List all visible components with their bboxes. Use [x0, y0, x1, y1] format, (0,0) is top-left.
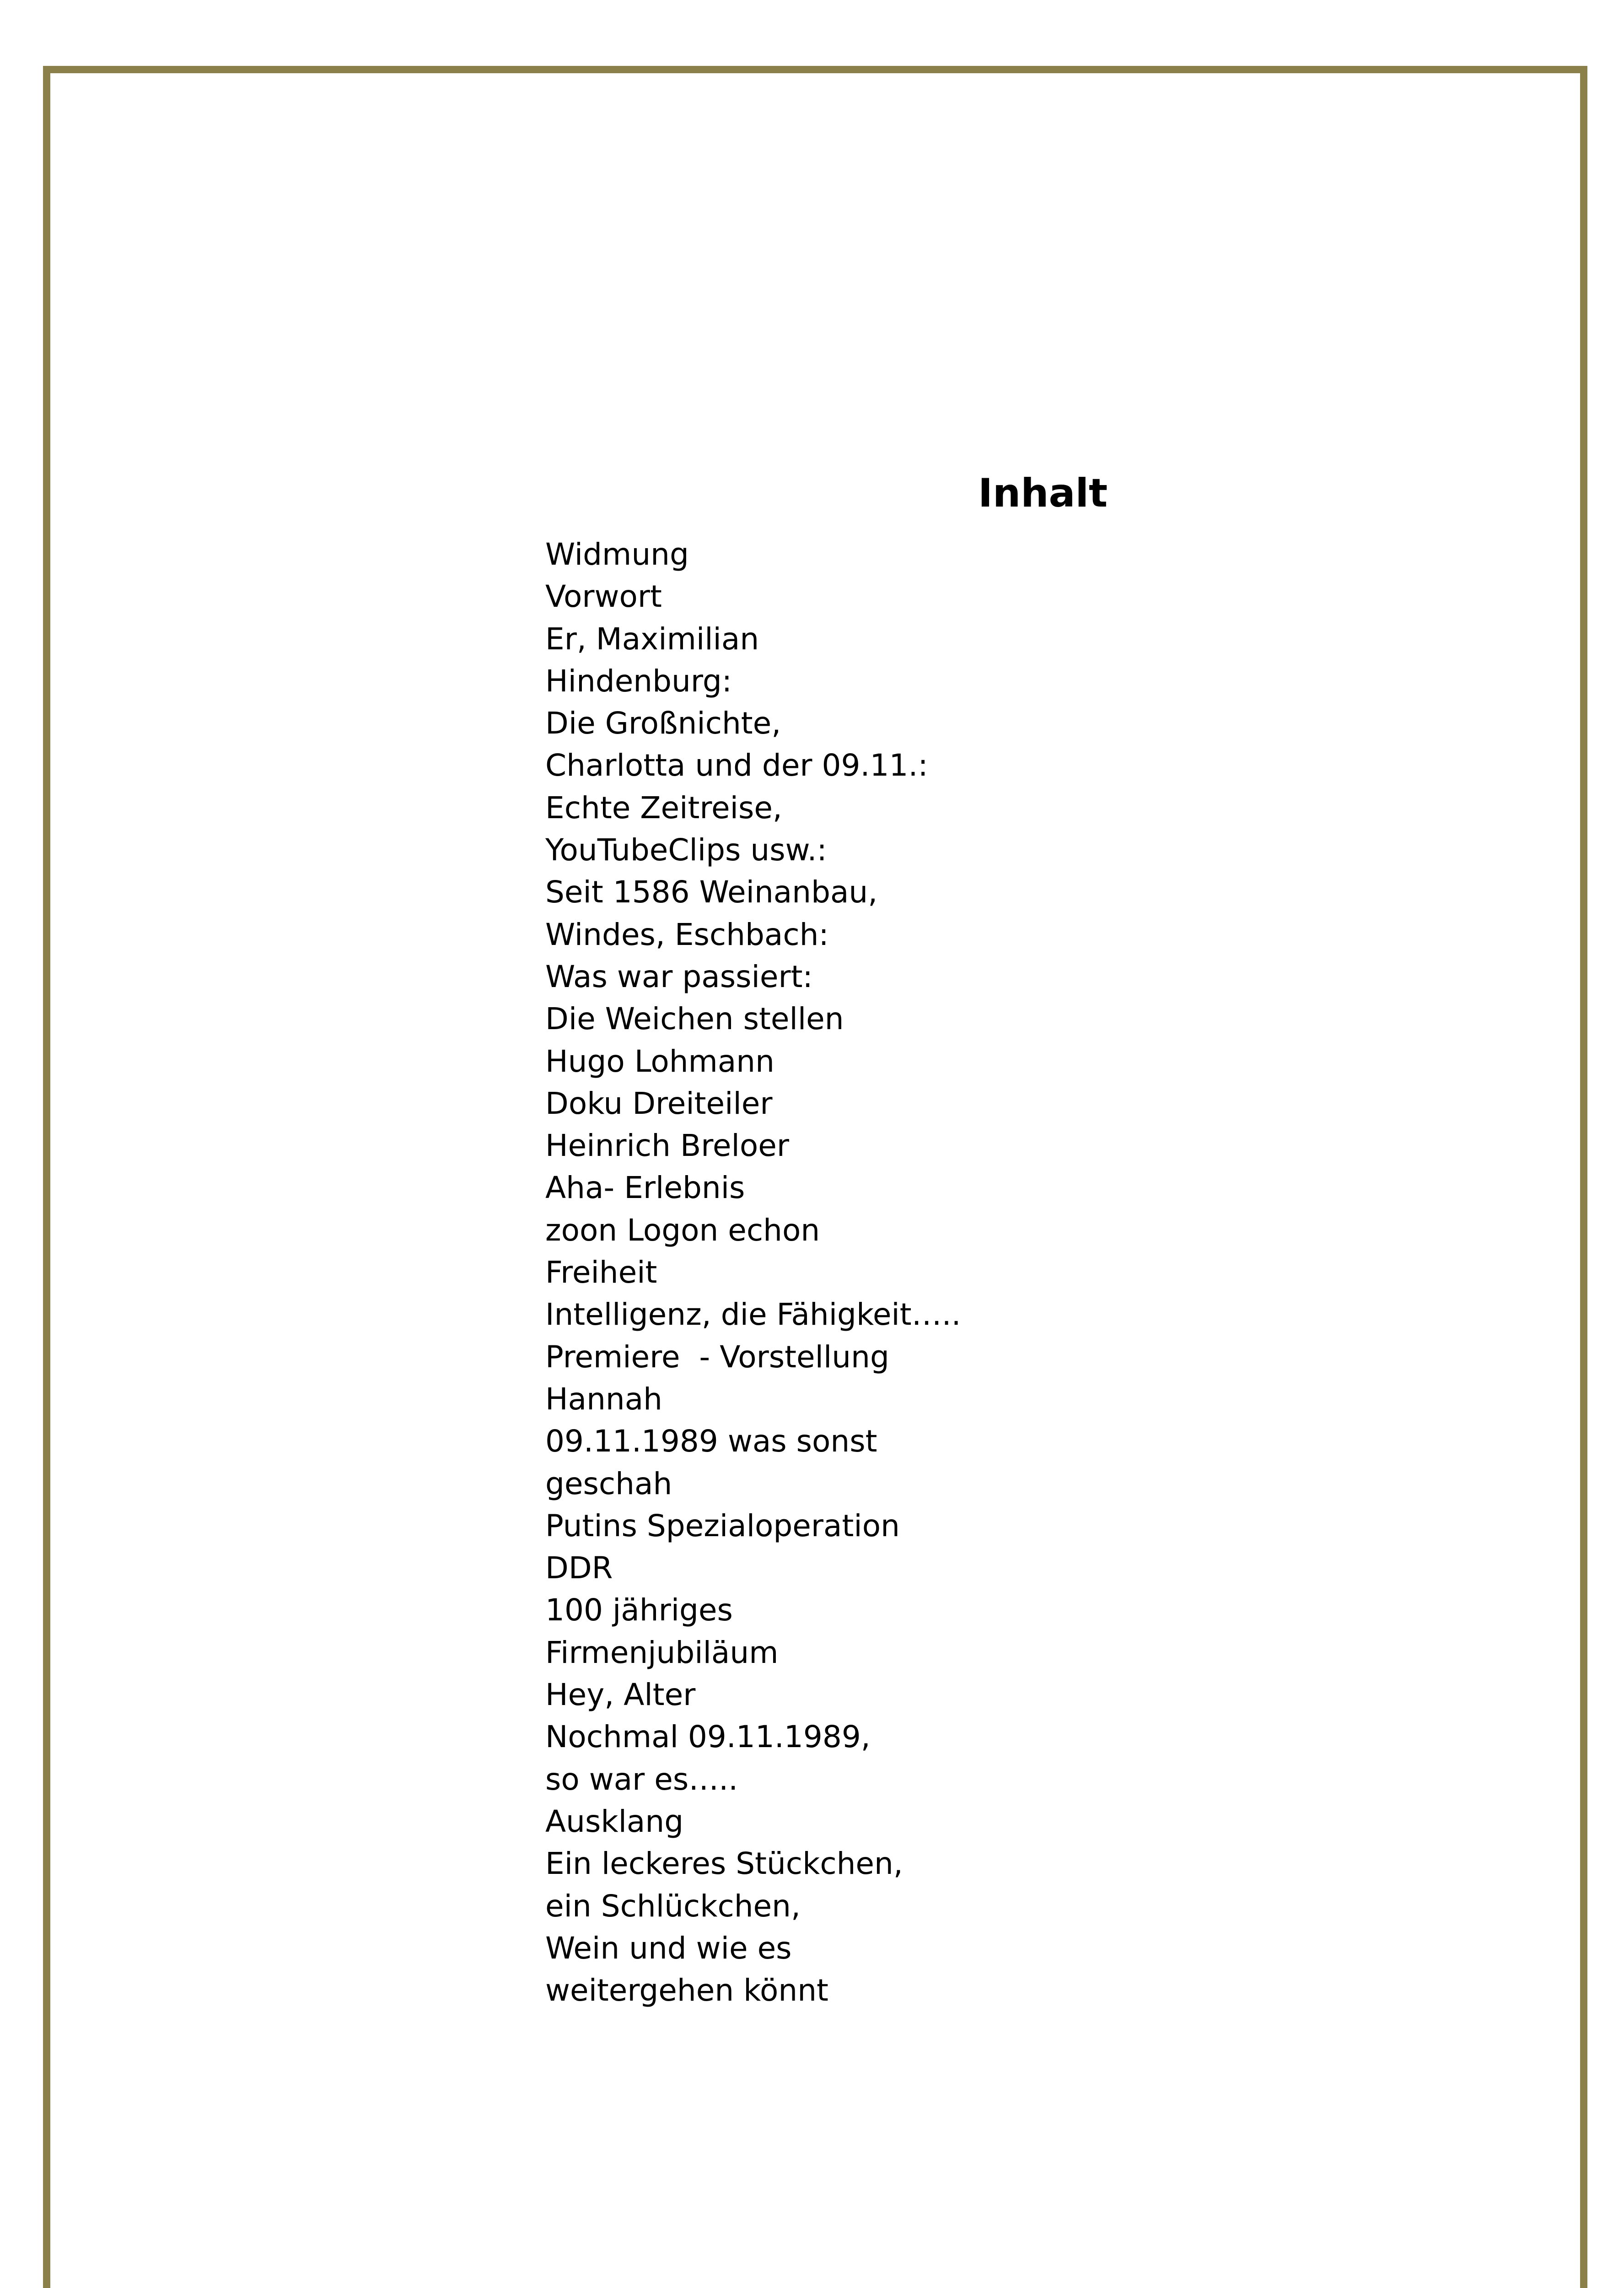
- toc-item: Doku Dreiteiler: [545, 1085, 773, 1121]
- toc-item: Charlotta und der 09.11.:: [545, 748, 928, 783]
- toc-item: Heinrich Breloer: [545, 1128, 789, 1164]
- toc-item: Windes, Eschbach:: [545, 917, 829, 952]
- toc-item: Was war passiert:: [545, 959, 813, 994]
- toc-item: 100 jähriges: [545, 1592, 733, 1628]
- toc-item: geschah: [545, 1466, 672, 1501]
- toc-item: YouTubeClips usw.:: [545, 832, 827, 868]
- toc-item: ein Schlückchen,: [545, 1888, 801, 1924]
- toc-item: Echte Zeitreise,: [545, 790, 782, 826]
- toc-item: Er, Maximilian: [545, 621, 759, 657]
- toc-item: Intelligenz, die Fähigkeit…..: [545, 1297, 961, 1333]
- toc-item: weitergehen könnt: [545, 1973, 828, 2008]
- toc-item: Freiheit: [545, 1255, 657, 1290]
- table-of-contents: [545, 534, 961, 2012]
- toc-item: Hindenburg:: [545, 663, 732, 699]
- toc-item: Ein leckeres Stückchen,: [545, 1846, 903, 1882]
- toc-item: Putins Spezialoperation: [545, 1508, 900, 1543]
- toc-item: Seit 1586 Weinanbau,: [545, 874, 878, 910]
- toc-item: DDR: [545, 1550, 613, 1586]
- toc-item: Die Großnichte,: [545, 706, 781, 741]
- toc-item: 09.11.1989 was sonst: [545, 1424, 877, 1459]
- toc-item: Hannah: [545, 1381, 663, 1417]
- page-title: Inhalt: [978, 470, 1108, 516]
- toc-item: Hugo Lohmann: [545, 1043, 774, 1079]
- toc-item: so war es…..: [545, 1761, 738, 1797]
- toc-item: Hey, Alter: [545, 1677, 696, 1713]
- toc-item: Firmenjubiläum: [545, 1635, 779, 1670]
- toc-item: Aha- Erlebnis: [545, 1170, 745, 1206]
- toc-item: Ausklang: [545, 1803, 684, 1839]
- toc-item: Widmung: [545, 537, 689, 572]
- toc-item: Wein und wie es: [545, 1930, 792, 1966]
- toc-item: zoon Logon echon: [545, 1212, 820, 1248]
- toc-item: Nochmal 09.11.1989,: [545, 1719, 871, 1755]
- toc-item: Premiere - Vorstellung: [545, 1339, 889, 1375]
- toc-item: Vorwort: [545, 579, 662, 615]
- toc-item: Die Weichen stellen: [545, 1001, 844, 1037]
